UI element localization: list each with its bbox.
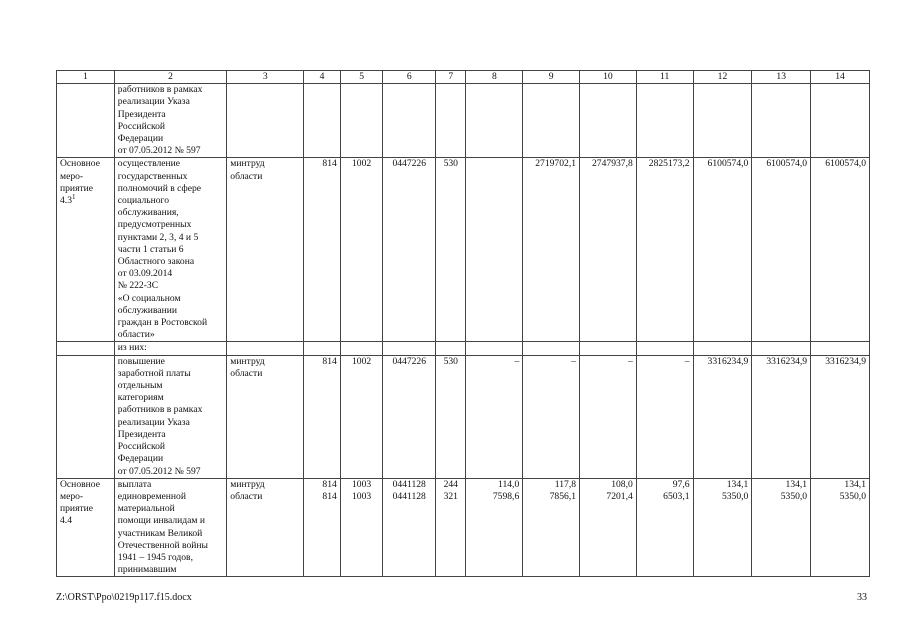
table-cell xyxy=(752,355,811,478)
cell-text: 6100574,0 xyxy=(766,158,808,170)
table-cell xyxy=(580,478,637,577)
table-cell xyxy=(383,342,436,355)
table-cell xyxy=(466,84,523,158)
table-cell xyxy=(340,84,383,158)
cell-text: – xyxy=(627,355,633,367)
table-cell xyxy=(436,158,466,342)
table-row xyxy=(57,478,870,577)
cell-text: 108,0 7201,4 xyxy=(606,478,633,502)
cell-text: 1003 1003 xyxy=(352,478,372,502)
table-row xyxy=(57,84,870,158)
cell-text: 814 xyxy=(322,355,337,367)
column-number-header: 3 xyxy=(227,71,304,84)
cell-text: минтруд области xyxy=(230,158,265,182)
cell-text: 2825173,2 xyxy=(648,158,690,170)
table-cell xyxy=(57,342,115,355)
table-cell xyxy=(693,84,752,158)
table-row xyxy=(57,158,870,342)
table-cell xyxy=(466,158,523,342)
cell-text: Основное меро- приятие 4.4 xyxy=(60,478,100,527)
column-number-header: 9 xyxy=(523,71,580,84)
table-cell xyxy=(114,478,227,577)
table-cell xyxy=(57,158,115,342)
table-cell xyxy=(636,158,693,342)
cell-text: Основное меро- приятие 4.3 xyxy=(60,158,100,207)
cell-text: 2719702,1 xyxy=(535,158,577,170)
cell-text: осуществление государственных полномочий в сфере социального обслуживания, предусмотренных пунктами 2, 3, 4 и 5 части 1 статьи 6 Областного закона от 03.09.2014 № 222-ЗС «О социальном обслуживании граждан в Ростовской области» xyxy=(117,158,208,341)
cell-text: 117,8 7856,1 xyxy=(549,478,577,502)
cell-text: 0447226 xyxy=(392,158,427,170)
cell-text: 134,1 5350,0 xyxy=(780,478,808,502)
table-cell xyxy=(523,478,580,577)
table-cell xyxy=(811,355,870,478)
table-cell xyxy=(580,158,637,342)
table-cell xyxy=(304,478,340,577)
table-cell xyxy=(304,342,340,355)
column-number-header: 6 xyxy=(383,71,436,84)
table-cell xyxy=(340,355,383,478)
cell-text: 0441128 0441128 xyxy=(392,478,426,502)
cell-text: – xyxy=(571,355,577,367)
cell-text: 530 xyxy=(443,158,458,170)
column-number-header: 12 xyxy=(693,71,752,84)
table-cell xyxy=(752,342,811,355)
table-cell xyxy=(752,158,811,342)
table-cell xyxy=(466,342,523,355)
table-cell xyxy=(304,84,340,158)
cell-text: минтруд области xyxy=(230,478,265,502)
table-cell xyxy=(466,478,523,577)
table-cell xyxy=(636,84,693,158)
table-cell xyxy=(693,342,752,355)
column-number-header: 1 xyxy=(57,71,115,84)
cell-text: 3316234,9 xyxy=(707,355,749,367)
table-cell xyxy=(114,84,227,158)
table-cell xyxy=(523,84,580,158)
column-number-header: 4 xyxy=(304,71,340,84)
table-cell xyxy=(383,158,436,342)
cell-text: 97,6 6503,1 xyxy=(663,478,690,502)
table-cell xyxy=(523,355,580,478)
table-cell xyxy=(436,478,466,577)
cell-text: – xyxy=(684,355,690,367)
column-number-header: 13 xyxy=(752,71,811,84)
table-cell xyxy=(304,158,340,342)
cell-text: 114,0 7598,6 xyxy=(492,478,520,502)
table-cell xyxy=(340,158,383,342)
cell-text: 6100574,0 xyxy=(825,158,866,170)
column-number-header: 11 xyxy=(636,71,693,84)
table-cell xyxy=(523,158,580,342)
cell-text: 2747937,8 xyxy=(592,158,633,170)
cell-text: 0447226 xyxy=(392,355,427,367)
table-cell xyxy=(636,342,693,355)
table-cell xyxy=(383,478,436,577)
table-cell xyxy=(693,478,752,577)
table-cell xyxy=(227,342,304,355)
table-cell xyxy=(227,158,304,342)
cell-text: 1002 xyxy=(352,158,372,170)
table-cell xyxy=(580,342,637,355)
table-cell xyxy=(340,478,383,577)
table-cell xyxy=(114,355,227,478)
cell-text: 6100574,0 xyxy=(707,158,749,170)
cell-text: 814 814 xyxy=(322,478,337,502)
cell-text: 244 321 xyxy=(443,478,458,502)
footnote-mark: 1 xyxy=(72,192,76,201)
column-number-header: 7 xyxy=(436,71,466,84)
cell-text: 134,1 5350,0 xyxy=(721,478,749,502)
table-row xyxy=(57,342,870,355)
table-cell xyxy=(636,355,693,478)
column-number-header: 5 xyxy=(340,71,383,84)
column-number-header: 8 xyxy=(466,71,523,84)
table-cell xyxy=(811,342,870,355)
table-cell xyxy=(227,84,304,158)
cell-text: 134,1 5350,0 xyxy=(839,478,866,502)
footer-file-path: Z:\ORST\Ppo\0219p117.f15.docx xyxy=(56,592,192,603)
table-cell xyxy=(811,158,870,342)
table-cell xyxy=(436,342,466,355)
column-number-header: 10 xyxy=(580,71,637,84)
budget-table xyxy=(56,70,870,577)
table-cell xyxy=(383,84,436,158)
cell-text: 814 xyxy=(322,158,337,170)
cell-text: 3316234,9 xyxy=(766,355,808,367)
cell-text: выплата единовременной материальной помощи инвалидам и участникам Великой Отечественной войны 1941 – 1945 годов, принимавшим xyxy=(117,478,208,576)
cell-text: повышение заработной платы отдельным категориям работников в рамках реализации Указа Президента Российской Федерации от 07.05.2012 № 597 xyxy=(117,355,203,477)
table-cell xyxy=(693,355,752,478)
table-cell xyxy=(436,355,466,478)
cell-text: 3316234,9 xyxy=(825,355,866,367)
cell-text: 1002 xyxy=(352,355,372,367)
cell-text: 530 xyxy=(443,355,458,367)
table-cell xyxy=(383,355,436,478)
cell-text: минтруд области xyxy=(230,355,265,379)
table-cell xyxy=(580,355,637,478)
table-cell xyxy=(811,84,870,158)
table-cell xyxy=(636,478,693,577)
table-cell xyxy=(114,158,227,342)
cell-text: работников в рамках реализации Указа Президента Российской Федерации от 07.05.2012 № 597 xyxy=(117,84,203,157)
column-number-header: 14 xyxy=(811,71,870,84)
table-cell xyxy=(466,355,523,478)
column-number-header: 2 xyxy=(114,71,227,84)
table-cell xyxy=(304,355,340,478)
table-cell xyxy=(57,478,115,577)
table-cell xyxy=(227,355,304,478)
table-cell xyxy=(752,84,811,158)
column-number-row xyxy=(57,71,870,84)
table-cell xyxy=(523,342,580,355)
table-cell xyxy=(811,478,870,577)
table-cell xyxy=(752,478,811,577)
table-cell xyxy=(436,84,466,158)
table-cell xyxy=(227,478,304,577)
table-cell xyxy=(114,342,227,355)
table-cell xyxy=(57,355,115,478)
table-cell xyxy=(340,342,383,355)
table-row xyxy=(57,355,870,478)
cell-text: – xyxy=(514,355,520,367)
footer-page-number: 33 xyxy=(857,592,867,603)
table-cell xyxy=(693,158,752,342)
table-cell xyxy=(57,84,115,158)
table-cell xyxy=(580,84,637,158)
cell-text: из них: xyxy=(117,342,147,354)
